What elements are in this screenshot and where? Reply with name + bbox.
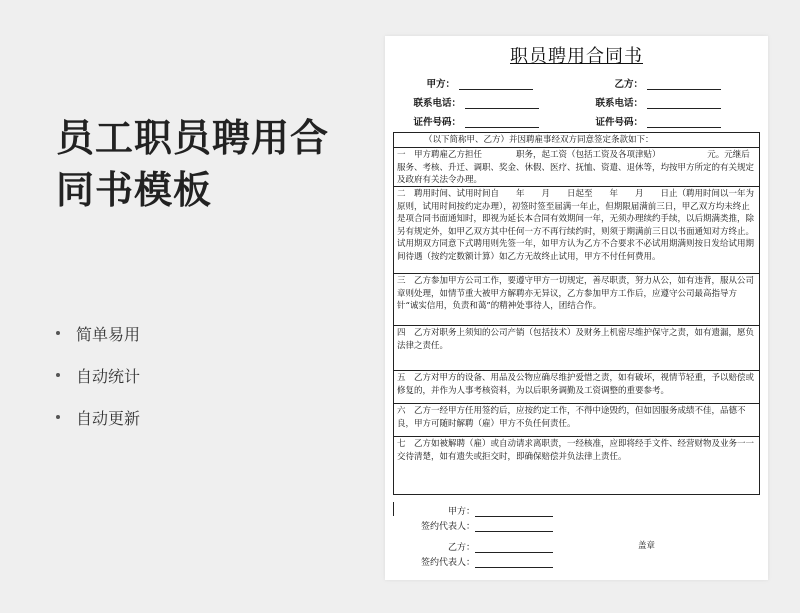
phone-b-blank xyxy=(647,98,721,109)
party-b-field xyxy=(585,76,721,90)
id-a-blank xyxy=(465,117,539,128)
id-a-label: 证件号码： xyxy=(413,117,461,128)
clause-5: 五 乙方对甲方的设备、用品及公物应确尽维护爱惜之责，如有破坏，视情节轻重，予以赔偿或修复的，并作为人事考核资料，为以后职务调勤及工资调整的重要参考。 xyxy=(394,370,759,403)
sign-rep-b-label: 签约代表人： xyxy=(420,558,475,568)
feature-label: 简单易用 xyxy=(76,324,141,344)
bullet-icon xyxy=(56,331,60,335)
document-title: 职员聘用合同书 xyxy=(510,46,643,67)
page-title-line-1: 员工职员聘用合 xyxy=(56,116,330,160)
clause-2: 二 聘用时间、试用时间自 年 月 日起至 年 月 日止（聘用时间以一年为原则，试用时间按约定办理），初签时签至届满一年止，但期限届满前三日，甲乙双方均未终止是项合同书面通知时，即视为延长本合同有效期间一年，无须办理续约手续，以后期满类推，除另有规定外，如甲乙双方其中任何一方不再行续约时，则须于期满前三日以书面通知对方终止。试用期双方同意下式聘用则先签一年，如甲方认为乙方不合要求不必试用期满则按日发给试用期间待遇（按约定数额计算）如乙方无故终止试用，甲方不付任何费用。 xyxy=(394,186,759,273)
sign-party-a-blank xyxy=(475,505,553,517)
feature-item xyxy=(56,354,140,396)
clause-6: 六 乙方一经甲方任用签约后，应按约定工作，不得中途毁约，但如因服务成绩不佳，品德不良，甲方可随时解聘（雇）甲方不负任何责任。 xyxy=(394,403,759,436)
feature-label: 自动统计 xyxy=(76,366,141,386)
sign-rep-b xyxy=(385,553,553,568)
feature-list xyxy=(56,312,140,438)
clause-7: 七 乙方如被解聘（雇）或自动请求离职责，一经核准，应即将经手文件、经营财物及业务一一交待清楚，如有遗失或拒交时，即确保赔偿并负法律上责任。 xyxy=(394,436,759,494)
sign-rep-a xyxy=(385,517,553,532)
sign-party-b-label: 乙方： xyxy=(447,543,475,553)
sign-party-a-label: 甲方： xyxy=(447,507,475,517)
party-b-label: 乙方： xyxy=(614,79,643,90)
party-a-field xyxy=(405,76,533,90)
clause-intro: （以下简称甲、乙方）并因聘雇事经双方同意签定条款如下： xyxy=(424,135,654,145)
bullet-icon xyxy=(56,373,60,377)
sign-rep-a-blank xyxy=(475,520,553,532)
feature-item xyxy=(56,312,140,354)
sign-party-a xyxy=(385,502,553,517)
phone-b-label: 联系电话： xyxy=(595,98,643,109)
feature-item xyxy=(56,396,140,438)
clause-4: 四 乙方对职务上须知的公司产销（包括技术）及财务上机密尽维护保守之责，如有遗漏，愿负法律之责任。 xyxy=(394,325,759,370)
party-b-blank xyxy=(647,79,721,90)
id-a-field xyxy=(405,114,539,128)
clause-3: 三 乙方参加甲方公司工作，要遵守甲方一切规定，善尽职责，努力从公，如有违背，服从公司章则处理，如情节重大被甲方解聘亦无异议，乙方参加甲方工作后，应遵守公司最高指导方针“诚实信用，负责和蔼”的精神处事待人，团结合作。 xyxy=(394,273,759,325)
id-b-field xyxy=(585,114,721,128)
phone-a-field xyxy=(405,95,539,109)
phone-a-label: 联系电话： xyxy=(413,98,461,109)
party-a-blank xyxy=(459,79,533,90)
contract-document-preview[interactable] xyxy=(385,36,768,580)
phone-b-field xyxy=(585,95,721,109)
clause-1: 一 甲方聘雇乙方担任 职务，起工资（包括工资及各项津贴） 元。元继后服务、考核、升迁、调职、奖金、休假、医疗、抚恤、资遣、退休等，均按甲方所定的有关规定及政府有关法令办理。 xyxy=(394,147,759,186)
sign-rep-b-blank xyxy=(475,556,553,568)
signature-block xyxy=(385,502,553,568)
id-b-blank xyxy=(647,117,721,128)
phone-a-blank xyxy=(465,98,539,109)
bullet-icon xyxy=(56,415,60,419)
clauses-table xyxy=(393,132,760,495)
page-title xyxy=(56,112,329,216)
id-b-label: 证件号码： xyxy=(595,117,643,128)
feature-label: 自动更新 xyxy=(76,408,141,428)
sign-party-b-blank xyxy=(475,541,553,553)
page-title-line-2: 同书模板 xyxy=(56,168,213,212)
seal-label: 盖章 xyxy=(638,541,656,551)
sign-party-b xyxy=(385,538,553,553)
sign-rep-a-label: 签约代表人： xyxy=(420,522,475,532)
party-a-label: 甲方： xyxy=(426,79,455,90)
